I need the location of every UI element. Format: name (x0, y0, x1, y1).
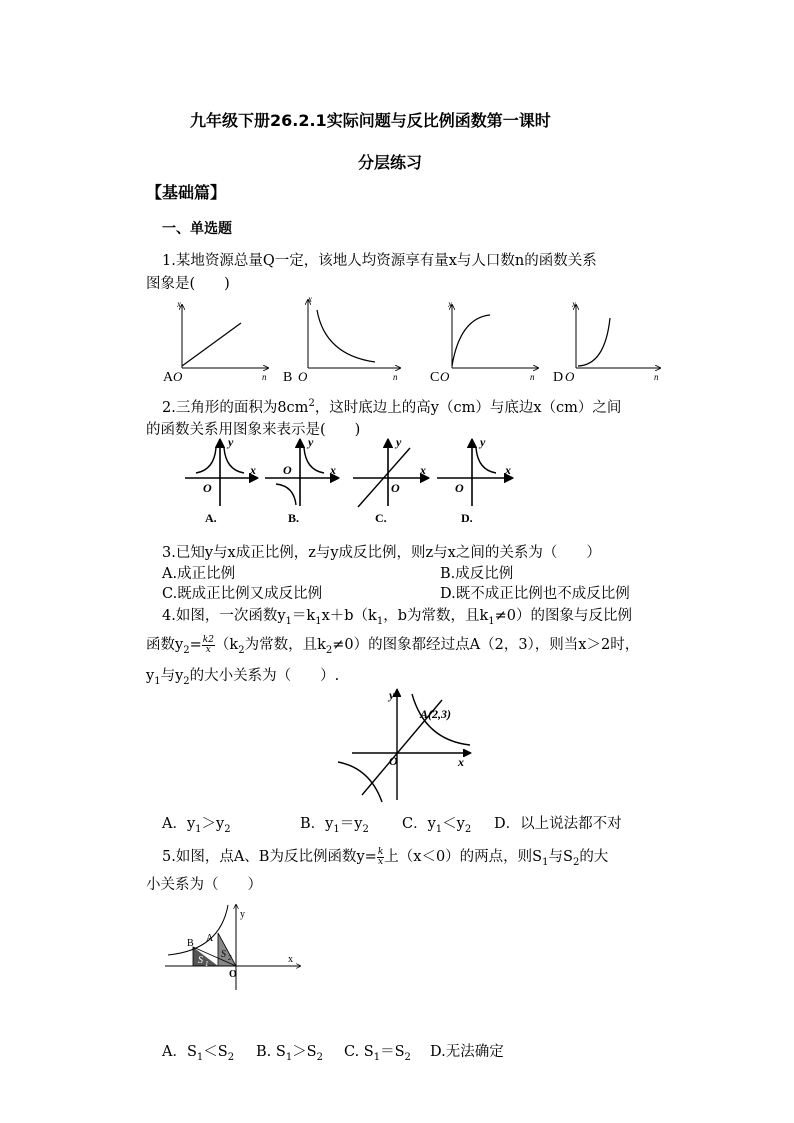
svg-text:x: x (458, 755, 464, 769)
q2-text-line1: 2.三角形的面积为$8cm^2$，这时底边上的高y（cm）与底边x（cm）之间 (162, 398, 622, 416)
q5-option-d: D.无法确定 (430, 1044, 504, 1060)
q4-option-c: C．$y_1<y_2$ (402, 816, 472, 835)
svg-text:y: y (228, 435, 234, 449)
section-heading: 【基础篇】 (146, 183, 227, 202)
q5-option-b: B. $S_1>S_2$ (256, 1044, 323, 1063)
q5-label-s1: S (198, 955, 203, 966)
q1-a-option-label: A (163, 370, 174, 385)
q3-option-b: B.成反比例 (440, 566, 514, 582)
q5-text-line2: 小关系为（ ） (146, 877, 262, 893)
q2-b-option-label: B. (288, 511, 300, 525)
q1-b-option-label: B (283, 370, 293, 385)
q1-c-yaxis-label: x (448, 299, 452, 309)
svg-text:y: y (308, 435, 314, 449)
q1-b-origin: O (298, 369, 308, 384)
q1-d-option-label: D (553, 370, 564, 385)
svg-text:x: x (288, 954, 293, 965)
q2-text-line2: 的函数关系用图象来表示是( ) (146, 422, 361, 438)
q3-option-a: A.成正比例 (162, 566, 236, 582)
svg-text:O: O (455, 481, 464, 495)
q1-b-xaxis-label: n (393, 372, 398, 382)
svg-text:x: x (330, 463, 336, 477)
q2-a-option-label: A. (205, 511, 217, 525)
page-subtitle: 分层练习 (358, 153, 423, 172)
q1-text-line1: 1.某地资源总量Q一定，该地人均资源享有量x与人口数n的函数关系 (162, 253, 597, 269)
q1-d-xaxis-label: n (654, 372, 659, 382)
q4-option-a: A．$y_1>y_2$ (162, 816, 231, 835)
q4-text-line2: 函数$y_2=$ $\frac{k2}{x}$ （$k_2$为常数，且$k_2\ne 0$）的图象都经过点A（2，3），则当x＞2时， (146, 634, 640, 656)
q3-option-d: D.既不成正比例也不成反比例 (440, 586, 630, 602)
q1-a-yaxis-label: x (177, 299, 181, 309)
q1-d-yaxis-label: x (572, 299, 576, 309)
q5-fraction: $\frac{k}{x}$ (377, 846, 384, 867)
q5-option-a: A．$S_1<S_2$ (162, 1044, 235, 1063)
q1-b-yaxis-label: x (308, 294, 312, 304)
q3-option-c: C.既成正比例又成反比例 (162, 586, 323, 602)
svg-text:O: O (229, 969, 237, 980)
q5-label-s2: S (221, 949, 226, 960)
q4-option-b: B．$y_1=y_2$ (300, 816, 369, 835)
q1-a-xaxis-label: n (262, 372, 267, 382)
q2-c-option-label: C. (375, 511, 387, 525)
svg-text:O: O (391, 481, 400, 495)
q1-a-origin: O (173, 369, 183, 384)
svg-text:O: O (203, 481, 212, 495)
svg-text:y: y (396, 435, 402, 449)
svg-text:x: x (250, 463, 256, 477)
q1-c-option-label: C (430, 370, 440, 385)
svg-text:2: 2 (228, 954, 232, 962)
q5-point-b: B (187, 938, 194, 949)
svg-text:x: x (505, 463, 511, 477)
q5-text-line1: 5.如图，点A、B为反比例函数y= $\frac{k}{x}$ 上（x＜0）的两点，则$S_1$与$S_2$的大 (162, 846, 609, 868)
q1-d-origin: O (565, 369, 575, 384)
svg-text:x: x (420, 463, 426, 477)
svg-text:1: 1 (205, 960, 209, 968)
svg-text:y: y (480, 435, 486, 449)
svg-text:y: y (240, 909, 245, 920)
q4-text-line1: 4.如图，一次函数$y_1=k_1x+b(k_1$，b为常数，且$k_1\ne 0$）的图象与反比例 (162, 608, 633, 627)
q4-fraction: $\frac{k2}{x}$ (202, 634, 214, 655)
q1-text-line2: 图象是( ) (146, 276, 230, 292)
q3-text: 3.已知y与x成正比例，z与y成反比例，则z与x之间的关系为（ ） (162, 545, 601, 561)
subsection-heading: 一、单选题 (162, 221, 232, 237)
page-title: 九年级下册26.2.1实际问题与反比例函数第一课时 (190, 111, 551, 130)
svg-text:y: y (389, 688, 395, 702)
q1-c-xaxis-label: n (530, 372, 535, 382)
q4-option-d: D．以上说法都不对 (494, 816, 622, 832)
q2-d-option-label: D. (461, 511, 473, 525)
svg-text:O: O (389, 754, 398, 768)
q1-c-origin: O (440, 369, 450, 384)
q5-point-a: A (206, 933, 214, 944)
q4-text-line3: $y_1$与$y_2$的大小关系为（ ）. (146, 668, 340, 687)
q4-point-label: A(2,3) (420, 707, 451, 721)
q5-option-c: C. $S_1=S_2$ (344, 1044, 411, 1063)
svg-text:O: O (283, 463, 292, 477)
